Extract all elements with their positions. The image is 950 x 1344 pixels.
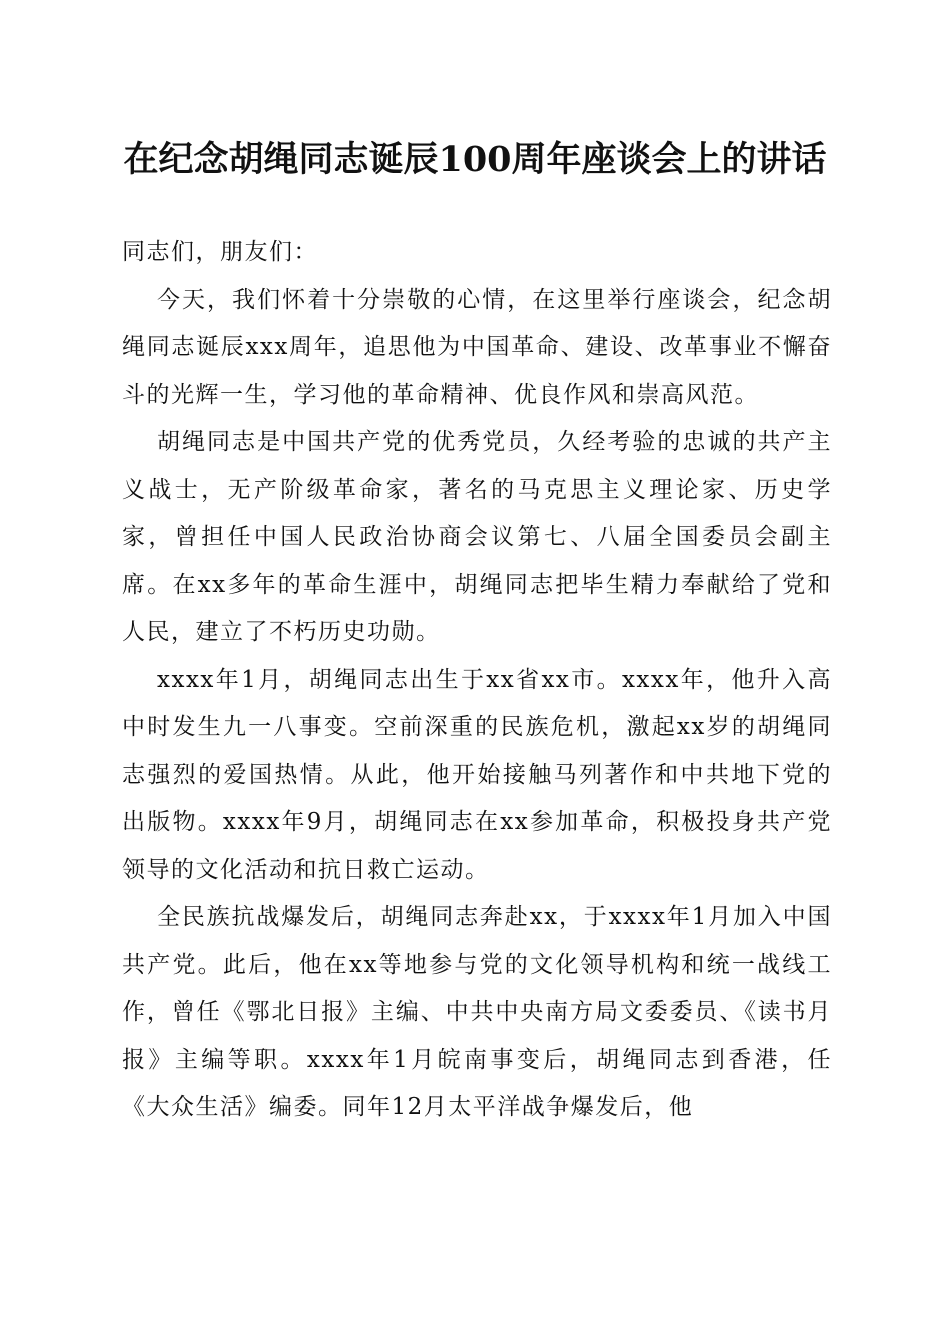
paragraph-4: 全民族抗战爆发后，胡绳同志奔赴xx，于xxxx年1月加入中国共产党。此后，他在xx等地参与党的文化领导机构和统一战线工作，曾任《鄂北日报》主编、中共中央南方局文委委员、《读书月报》主编等职。xxxx年1月皖南事变后，胡绳同志到香港，任《大众生活》编委。同年12月太平洋战争爆发后，他: [122, 904, 832, 1120]
paragraph-2: 胡绳同志是中国共产党的优秀党员，久经考验的忠诚的共产主义战士，无产阶级革命家，著名的马克思主义理论家、历史学家，曾担任中国人民政治协商会议第七、八届全国委员会副主席。在xx多年的革命生涯中，胡绳同志把毕生精力奉献给了党和人民，建立了不朽历史功勋。: [122, 429, 832, 645]
paragraph-1: 今天，我们怀着十分崇敬的心情，在这里举行座谈会，纪念胡绳同志诞辰xxx周年，追思他为中国革命、建设、改革事业不懈奋斗的光辉一生，学习他的革命精神、优良作风和崇高风范。: [122, 286, 832, 408]
paragraph-3: xxxx年1月，胡绳同志出生于xx省xx市。xxxx年，他升入高中时发生九一八事变。空前深重的民族危机，激起xx岁的胡绳同志强烈的爱国热情。从此，他开始接触马列著作和中共地下党的出版物。xxxx年9月，胡绳同志在xx参加革命，积极投身共产党领导的文化活动和抗日救亡运动。: [122, 666, 832, 883]
document-body: [122, 229, 832, 1132]
salutation: 同志们，朋友们：: [122, 239, 318, 265]
page-title: 在纪念胡绳同志诞辰100周年座谈会上的讲话: [123, 139, 827, 180]
